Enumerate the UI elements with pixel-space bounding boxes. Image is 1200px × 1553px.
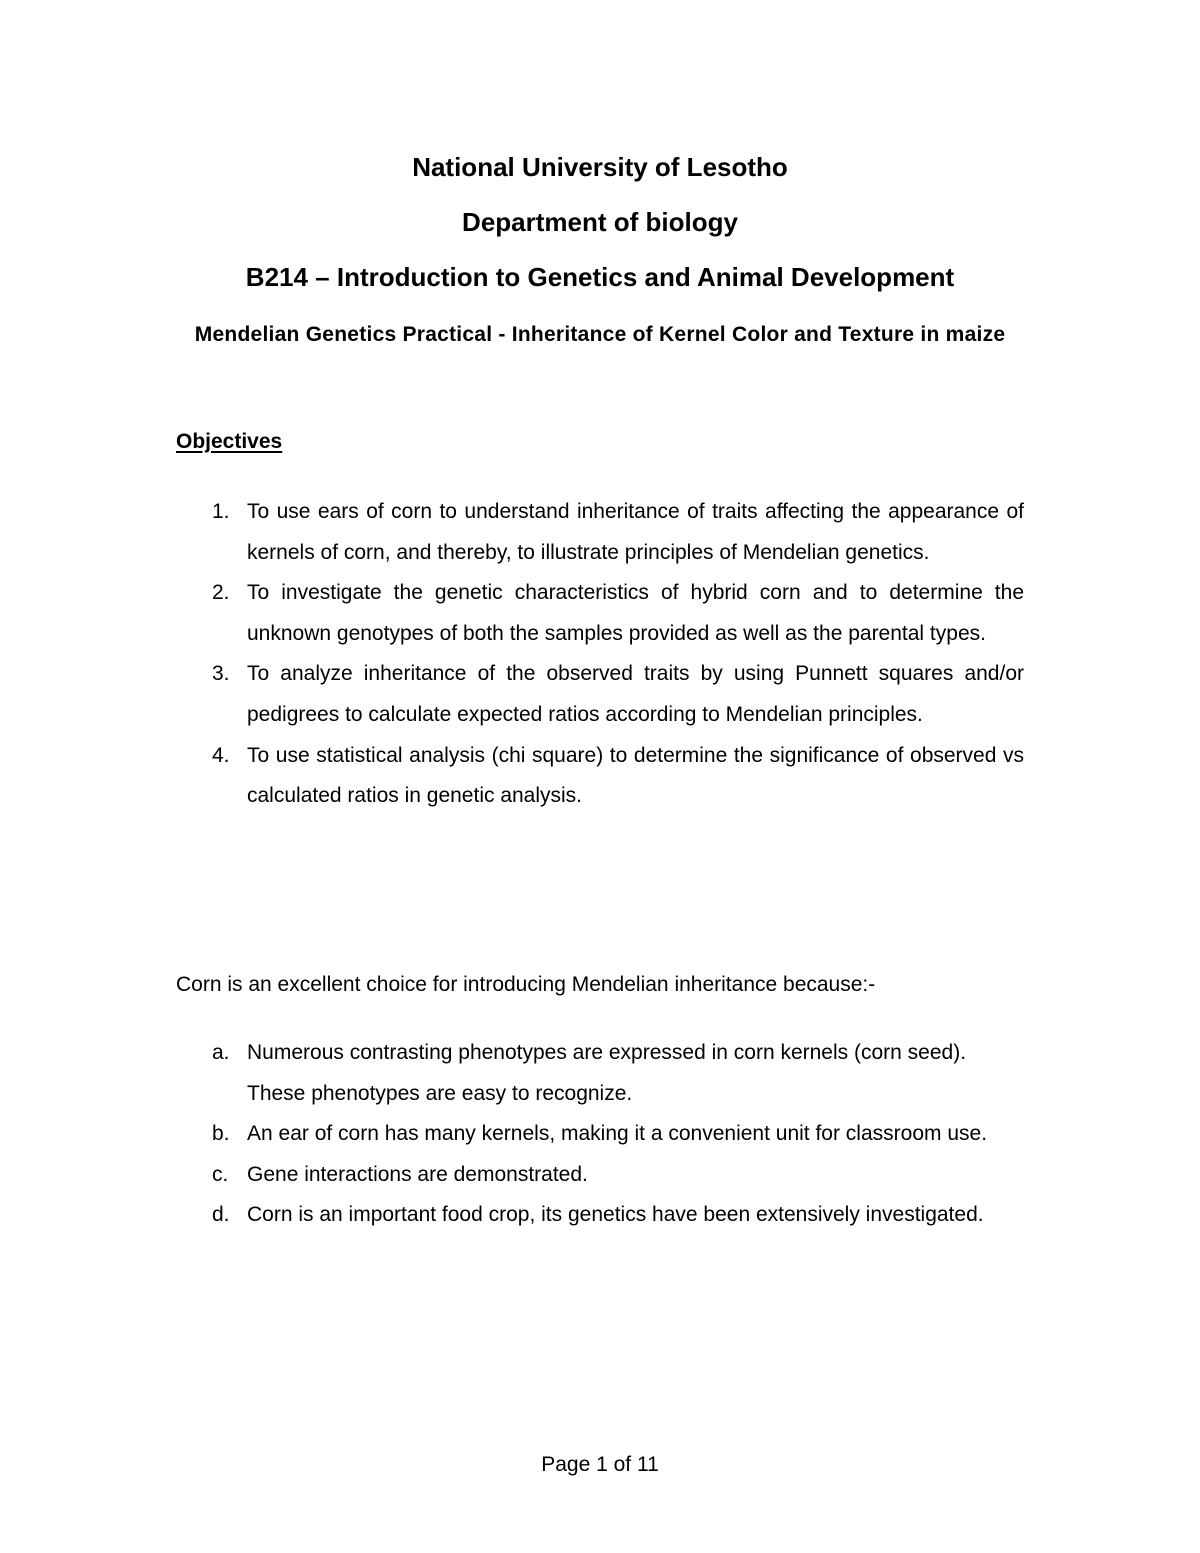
reasons-list: [176, 1033, 996, 1236]
list-item-text: To analyze inheritance of the observed traits by using Punnett squares and/or pedigrees to calculate expected ratios according to Mendelian principles.: [247, 662, 1024, 726]
list-item: [176, 1033, 996, 1114]
intro-paragraph: Corn is an excellent choice for introducing Mendelian inheritance because:-: [176, 973, 876, 996]
objectives-list: [176, 492, 1024, 817]
list-marker: c.: [212, 1162, 229, 1186]
list-item-text: Numerous contrasting phenotypes are expressed in corn kernels (corn seed). These phenotypes are easy to recognize.: [247, 1041, 967, 1105]
list-item-text: Gene interactions are demonstrated.: [247, 1162, 588, 1186]
list-item-text: An ear of corn has many kernels, making it a convenient unit for classroom use.: [247, 1122, 988, 1146]
objectives-heading: Objectives: [176, 430, 283, 453]
list-item: [176, 654, 1024, 735]
list-marker: 1.: [212, 500, 230, 523]
list-item: [176, 1195, 996, 1236]
list-item: [176, 1155, 996, 1196]
page-number: Page 1 of 11: [541, 1453, 659, 1476]
university-title: National University of Lesotho: [412, 152, 788, 182]
course-title: B214 – Introduction to Genetics and Animal Development: [245, 262, 955, 292]
practical-title: Mendelian Genetics Practical - Inheritance of Kernel Color and Texture in maize: [194, 323, 1006, 346]
list-item-text: To use statistical analysis (chi square) to determine the significance of observed vs calculated ratios in genetic analysis.: [247, 743, 1024, 808]
list-item: [176, 492, 1024, 573]
list-marker: b.: [212, 1122, 230, 1146]
list-item: [176, 573, 1024, 654]
department-title: Department of biology: [462, 207, 738, 237]
list-item-text: Corn is an important food crop, its genetics have been extensively investigated.: [247, 1203, 984, 1227]
list-item-text: To investigate the genetic characteristics of hybrid corn and to determine the unknown genotypes of both the samples provided as well as the parental types.: [247, 581, 1024, 645]
list-item: [176, 1114, 996, 1155]
list-marker: d.: [212, 1203, 230, 1227]
list-item-text: To use ears of corn to understand inheritance of traits affecting the appearance of kernels of corn, and thereby, to illustrate principles of Mendelian genetics.: [247, 500, 1024, 564]
list-marker: 3.: [212, 662, 230, 686]
list-marker: 4.: [212, 743, 230, 767]
list-item: [176, 736, 1024, 817]
list-marker: a.: [212, 1041, 230, 1064]
list-marker: 2.: [212, 581, 230, 605]
